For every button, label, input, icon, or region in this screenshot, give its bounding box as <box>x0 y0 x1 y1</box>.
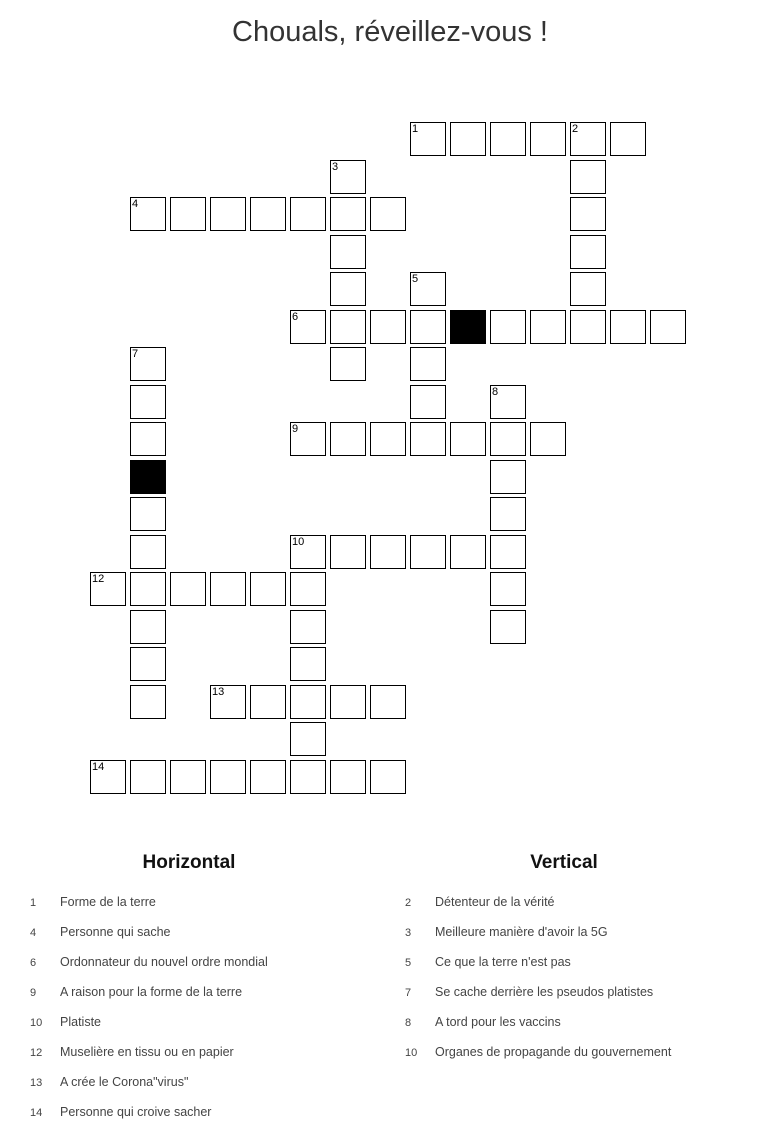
grid-cell[interactable] <box>570 160 606 194</box>
grid-cell[interactable] <box>490 122 526 156</box>
clue-text: Personne qui croive sacher <box>60 1105 212 1119</box>
grid-cell[interactable] <box>410 535 446 569</box>
down-clues <box>375 852 753 1059</box>
grid-cell[interactable] <box>130 760 166 794</box>
cell-number: 14 <box>92 761 105 773</box>
grid-cell[interactable] <box>130 535 166 569</box>
grid-cell[interactable] <box>490 535 526 569</box>
clue-text: A crée le Corona"virus" <box>60 1075 189 1089</box>
grid-cell[interactable] <box>530 122 566 156</box>
grid-cell[interactable] <box>250 197 286 231</box>
black-cell <box>130 460 166 494</box>
grid-cell[interactable] <box>370 310 406 344</box>
grid-cell[interactable] <box>410 122 446 156</box>
cell-number: 2 <box>572 123 579 135</box>
grid-cell[interactable] <box>290 422 326 456</box>
clue-number: 10 <box>405 1047 418 1059</box>
grid-cell[interactable] <box>490 385 526 419</box>
cell-number: 7 <box>132 348 139 360</box>
grid-cell[interactable] <box>130 647 166 681</box>
clue-number: 10 <box>30 1017 43 1029</box>
grid-cell[interactable] <box>290 310 326 344</box>
grid-cell[interactable] <box>490 422 526 456</box>
grid-cell[interactable] <box>130 385 166 419</box>
grid-cell[interactable] <box>570 197 606 231</box>
grid-cell[interactable] <box>410 347 446 381</box>
cell-number: 12 <box>92 573 105 585</box>
clue-number: 3 <box>405 927 412 939</box>
cell-number: 9 <box>292 423 299 435</box>
cell-number: 1 <box>412 123 419 135</box>
grid-cell[interactable] <box>370 760 406 794</box>
grid-cell[interactable] <box>450 535 486 569</box>
grid-cell[interactable] <box>250 760 286 794</box>
cell-number: 10 <box>292 536 305 548</box>
grid-cell[interactable] <box>330 422 366 456</box>
grid-cell[interactable] <box>130 685 166 719</box>
clue-text: Meilleure manière d'avoir la 5G <box>435 925 608 939</box>
cell-number: 13 <box>212 686 225 698</box>
clue-number: 6 <box>30 957 37 969</box>
clue-text: Organes de propagande du gouvernement <box>435 1045 672 1059</box>
clue-number: 9 <box>30 987 37 999</box>
clue-text: A tord pour les vaccins <box>435 1015 561 1029</box>
grid-cell[interactable] <box>530 310 566 344</box>
clue-text: A raison pour la forme de la terre <box>60 985 243 999</box>
grid-cell[interactable] <box>370 197 406 231</box>
grid-cell[interactable] <box>90 572 126 606</box>
cell-number: 5 <box>412 273 419 285</box>
grid-cell[interactable] <box>490 310 526 344</box>
clue-number: 13 <box>30 1077 43 1089</box>
grid-cell[interactable] <box>290 535 326 569</box>
grid-cell[interactable] <box>490 572 526 606</box>
grid-cell[interactable] <box>530 422 566 456</box>
grid-cell[interactable] <box>330 197 366 231</box>
grid-cell[interactable] <box>410 310 446 344</box>
grid-cell[interactable] <box>170 197 206 231</box>
grid-cell[interactable] <box>210 760 246 794</box>
grid-cell[interactable] <box>370 422 406 456</box>
grid-cell[interactable] <box>130 610 166 644</box>
grid-cell[interactable] <box>330 535 366 569</box>
clue-number: 14 <box>30 1107 43 1119</box>
clue-number: 7 <box>405 987 412 999</box>
grid-cell[interactable] <box>210 685 246 719</box>
grid-cell[interactable] <box>570 235 606 269</box>
grid-cell[interactable] <box>610 122 646 156</box>
clue-text: Platiste <box>60 1015 101 1029</box>
grid-cell[interactable] <box>130 572 166 606</box>
black-cell <box>450 310 486 344</box>
clue-text: Ordonnateur du nouvel ordre mondial <box>60 955 268 969</box>
grid-cell[interactable] <box>410 272 446 306</box>
grid-cell[interactable] <box>290 685 326 719</box>
clue-number: 5 <box>405 957 412 969</box>
grid-cell[interactable] <box>330 310 366 344</box>
grid-cell[interactable] <box>290 197 326 231</box>
grid-cell[interactable] <box>450 122 486 156</box>
clue-text: Forme de la terre <box>60 895 156 909</box>
grid-cell[interactable] <box>490 460 526 494</box>
cell-number: 8 <box>492 386 499 398</box>
grid-cell[interactable] <box>490 610 526 644</box>
grid-cell[interactable] <box>570 272 606 306</box>
grid-cell[interactable] <box>330 235 366 269</box>
grid-cell[interactable] <box>410 385 446 419</box>
clue-number: 4 <box>30 927 37 939</box>
grid-cell[interactable] <box>130 497 166 531</box>
grid-cell[interactable] <box>610 310 646 344</box>
grid-cell[interactable] <box>130 422 166 456</box>
grid-cell[interactable] <box>250 572 286 606</box>
grid-cell[interactable] <box>170 760 206 794</box>
grid-cell[interactable] <box>130 347 166 381</box>
clue-text: Muselière en tissu ou en papier <box>60 1045 234 1059</box>
grid-cell[interactable] <box>410 422 446 456</box>
grid-cell[interactable] <box>250 685 286 719</box>
grid-cell[interactable] <box>90 760 126 794</box>
clue-number: 8 <box>405 1017 412 1029</box>
clue-number: 1 <box>30 897 37 909</box>
clue-text: Se cache derrière les pseudos platistes <box>435 985 654 999</box>
grid-cell[interactable] <box>130 197 166 231</box>
across-clues <box>0 852 378 1119</box>
grid-cell[interactable] <box>210 572 246 606</box>
grid-cell[interactable] <box>450 422 486 456</box>
across-heading: Horizontal <box>142 852 236 873</box>
grid-cell[interactable] <box>170 572 206 606</box>
clue-text: Ce que la terre n'est pas <box>435 955 571 969</box>
grid-cell[interactable] <box>330 760 366 794</box>
grid-cell[interactable] <box>210 197 246 231</box>
grid-cell[interactable] <box>290 722 326 756</box>
grid-cell[interactable] <box>490 497 526 531</box>
grid-cell[interactable] <box>290 760 326 794</box>
grid-cell[interactable] <box>650 310 686 344</box>
down-heading: Vertical <box>530 852 598 873</box>
clue-number: 12 <box>30 1047 43 1059</box>
clue-text: Personne qui sache <box>60 925 171 939</box>
grid-cell[interactable] <box>330 685 366 719</box>
grid-cell[interactable] <box>370 685 406 719</box>
grid-cell[interactable] <box>330 272 366 306</box>
grid-cell[interactable] <box>290 647 326 681</box>
grid-cell[interactable] <box>570 310 606 344</box>
cell-number: 6 <box>292 311 299 323</box>
grid-cell[interactable] <box>570 122 606 156</box>
grid-cell[interactable] <box>330 160 366 194</box>
grid-cell[interactable] <box>330 347 366 381</box>
puzzle-title: Chouals, réveillez-vous ! <box>232 16 548 48</box>
grid-cell[interactable] <box>370 535 406 569</box>
clue-number: 2 <box>405 897 412 909</box>
grid-cell[interactable] <box>290 572 326 606</box>
grid-cell[interactable] <box>290 610 326 644</box>
clue-text: Détenteur de la vérité <box>435 895 555 909</box>
cell-number: 4 <box>132 198 139 210</box>
cell-number: 3 <box>332 161 339 173</box>
